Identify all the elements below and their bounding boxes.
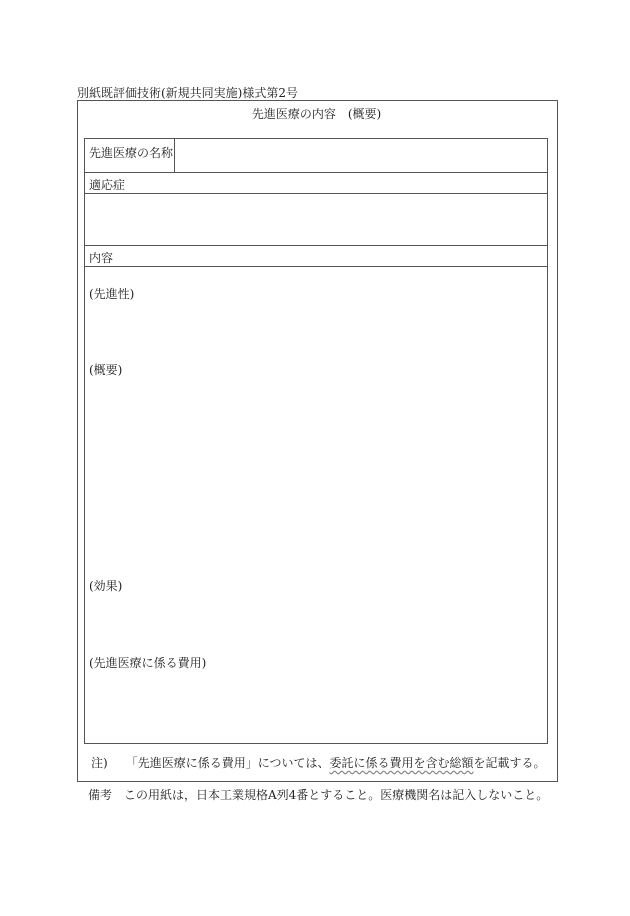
section-cost: (先進医療に係る費用): [89, 656, 207, 670]
name-field[interactable]: [174, 139, 547, 172]
content-row: [84, 245, 548, 267]
remark: 備考 この用紙は，日本工業規格A列4番とすること。医療機関名は記入しないこと。: [88, 788, 549, 802]
content-field[interactable]: [84, 266, 548, 744]
note: [91, 754, 545, 771]
note-part1: 「先進医療に係る費用」については、: [125, 756, 330, 770]
name-row: [84, 138, 548, 173]
page-title: 先進医療の内容 (概要): [251, 107, 382, 121]
note-underlined: 委託に係る費用を含む総額: [329, 756, 474, 770]
indication-label: 適応症: [89, 178, 126, 192]
note-part2: を記載する。: [473, 756, 546, 770]
section-effect: (効果): [89, 579, 123, 593]
indication-row: [84, 172, 548, 194]
content-label: 内容: [89, 251, 114, 265]
section-advancement: (先進性): [89, 287, 135, 301]
note-prefix: 注): [91, 756, 108, 770]
form-id: 別紙既評価技術(新規共同実施)様式第2号: [77, 86, 298, 100]
name-label: 先進医療の名称: [89, 146, 174, 160]
section-overview: (概要): [89, 363, 123, 377]
indication-field[interactable]: [84, 193, 548, 246]
